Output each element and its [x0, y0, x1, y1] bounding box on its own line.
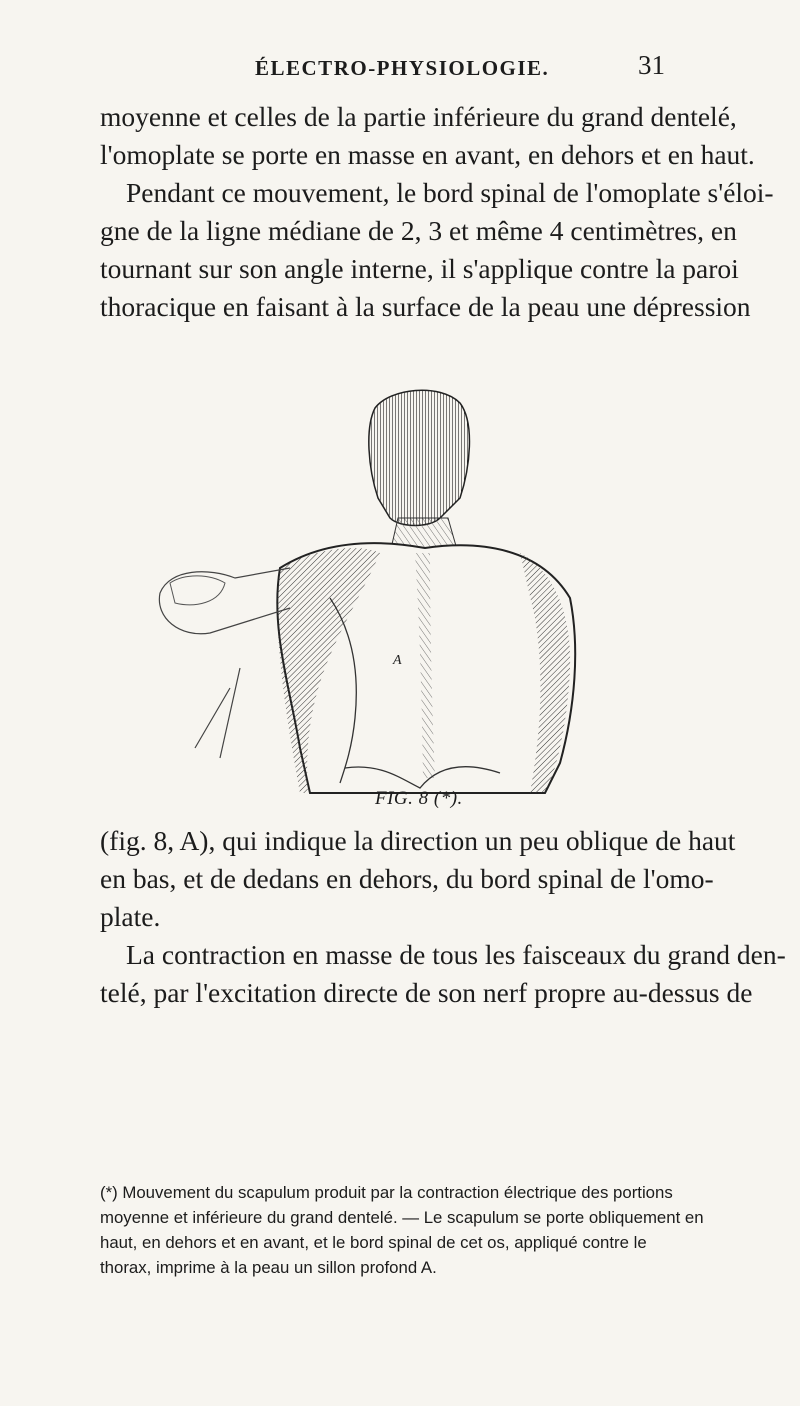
- footnote-line: moyenne et inférieure du grand dentelé. — Le scapulum se porte obliquement en: [100, 1208, 704, 1227]
- text-line: l'omoplate se porte en masse en avant, en dehors et en haut.: [100, 139, 755, 170]
- text-line: en bas, et de dedans en dehors, du bord spinal de l'omo-: [100, 863, 714, 894]
- paragraph-top: [100, 98, 774, 326]
- page-number: 31: [638, 50, 665, 80]
- figure-label-A: A: [393, 653, 402, 668]
- text-line: Pendant ce mouvement, le bord spinal de l'omoplate s'éloi-: [126, 177, 774, 208]
- text-line: telé, par l'excitation directe de son nerf propre au-dessus de: [100, 977, 753, 1008]
- footnote-line: (*) Mouvement du scapulum produit par la contraction électrique des portions: [100, 1183, 673, 1202]
- text-line: gne de la ligne médiane de 2, 3 et même 4 centimètres, en: [100, 215, 737, 246]
- footnote-line: thorax, imprime à la peau un sillon profond A.: [100, 1258, 437, 1277]
- text-line: tournant sur son angle interne, il s'applique contre la paroi: [100, 253, 739, 284]
- anatomical-engraving: [140, 368, 640, 808]
- text-line: La contraction en masse de tous les faisceaux du grand den-: [126, 939, 786, 970]
- running-title: ÉLECTRO-PHYSIOLOGIE.: [255, 56, 550, 80]
- text-line: (fig. 8, A), qui indique la direction un peu oblique de haut: [100, 825, 736, 856]
- page-header: [0, 50, 800, 90]
- paragraph-bottom: [100, 822, 786, 1012]
- figure-8-illustration: [140, 368, 640, 808]
- figure-caption: FIG. 8 (*).: [375, 788, 463, 809]
- text-line: thoracique en faisant à la surface de la peau une dépression: [100, 291, 751, 322]
- text-line: plate.: [100, 901, 161, 932]
- footnote-line: haut, en dehors et en avant, et le bord spinal de cet os, appliqué contre le: [100, 1233, 647, 1252]
- text-line: moyenne et celles de la partie inférieure du grand dentelé,: [100, 101, 737, 132]
- footnote: [100, 1180, 706, 1280]
